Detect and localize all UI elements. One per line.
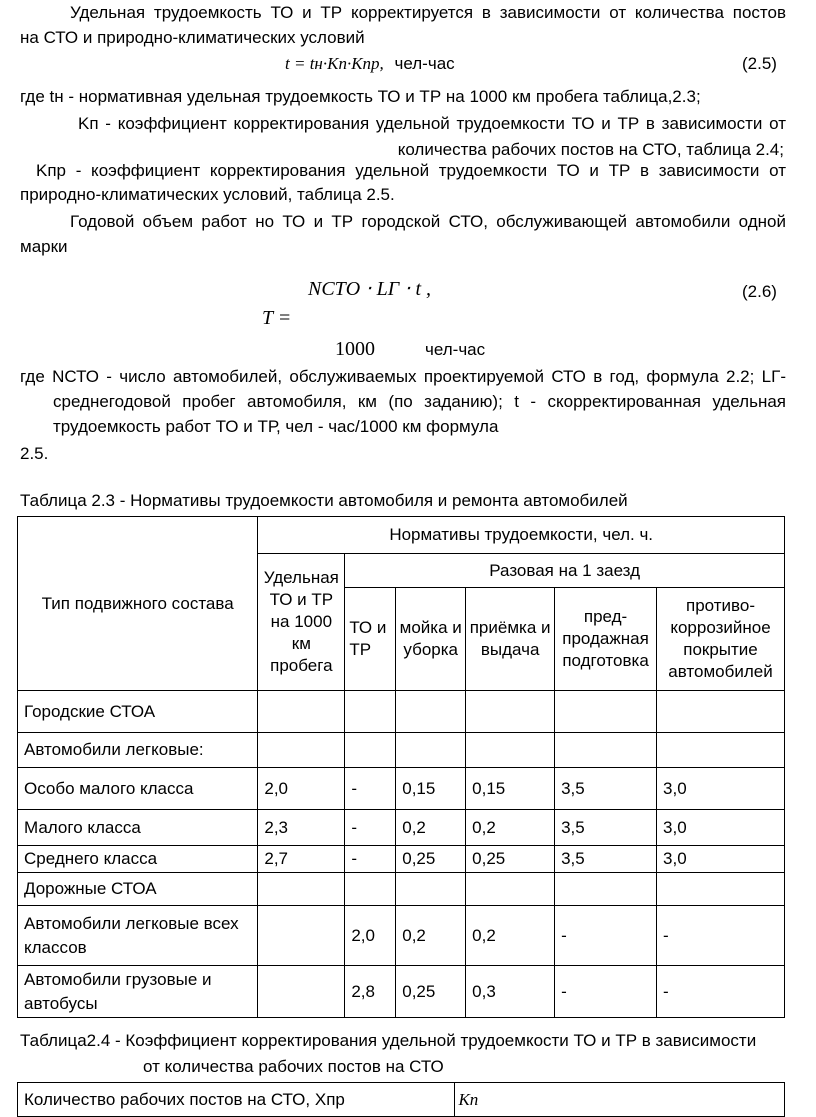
row-label: Малого класса (18, 810, 258, 846)
table-cell (345, 733, 396, 768)
header-type: Тип подвижного состава (18, 517, 258, 691)
table-row (18, 768, 785, 810)
table-cell: 3,0 (657, 846, 785, 873)
table-cell: 3,0 (657, 810, 785, 846)
table-cell: 2,8 (345, 966, 396, 1018)
table-cell (396, 691, 466, 733)
def-t: трудоемкость работ ТО и ТР, чел - час/1000 км формула (53, 417, 499, 436)
table-cell: 2,0 (345, 906, 396, 966)
formula-2-6-lhs: T = (262, 307, 292, 329)
table-cell (466, 873, 555, 906)
formula-2-5-expr: t = tн·Kп·Kпр, (285, 54, 384, 73)
table-cell: 3,5 (555, 810, 657, 846)
def-knp-2: природно-климатических условий, таблица 2.5. (20, 185, 395, 204)
table-cell (657, 873, 785, 906)
table-cell: 0,2 (396, 906, 466, 966)
table-cell (466, 691, 555, 733)
table-cell: 0,15 (466, 768, 555, 810)
table-cell: - (555, 906, 657, 966)
annual-line-1: Годовой объем работ но ТО и ТР городской СТО, обслуживающей автомобили одной (70, 212, 786, 231)
table-cell: 2,3 (258, 810, 345, 846)
table-cell (555, 873, 657, 906)
table-cell (258, 691, 345, 733)
row-label: Автомобили легковые: (18, 733, 258, 768)
table-row (18, 873, 785, 906)
table-2-3 (17, 516, 785, 1018)
row-label: Особо малого класса (18, 768, 258, 810)
table-row (18, 810, 785, 846)
table-cell (657, 733, 785, 768)
table-cell: 2,0 (258, 768, 345, 810)
table-cell: 0,15 (396, 768, 466, 810)
table-2-4 (17, 1082, 785, 1117)
table-cell (345, 691, 396, 733)
table-row (18, 906, 785, 966)
table-cell: 0,2 (396, 810, 466, 846)
table-cell: 3,0 (657, 768, 785, 810)
intro-line-2: на СТО и природно-климатических условий (20, 28, 365, 47)
table-cell (555, 733, 657, 768)
formula-2-6-denominator: 1000 (335, 338, 375, 360)
row-label: Дорожные СТОА (18, 873, 258, 906)
table-row (18, 733, 785, 768)
table-cell: - (345, 846, 396, 873)
table-2-4-caption-1: Таблица2.4 - Коэффициент корректирования удельной трудоемкости ТО и ТР в зависимости (20, 1031, 757, 1050)
table-cell (345, 873, 396, 906)
table-cell: - (555, 966, 657, 1018)
header-specific: Удельная ТО и ТР на 1000 км пробега (258, 554, 345, 691)
table-row (18, 966, 785, 1018)
table-cell: - (345, 768, 396, 810)
table-cell: 0,2 (466, 906, 555, 966)
header-anticorr: противо-коррозийное покрытие автомобилей (657, 588, 785, 691)
table-2-3-caption: Таблица 2.3 - Нормативы трудоемкости автомобиля и ремонта автомобилей (20, 491, 628, 510)
def-kn-1: Kп - коэффициент корректирования удельной трудоемкости ТО и ТР в зависимости от (78, 114, 786, 133)
table-cell: 0,2 (466, 810, 555, 846)
formula-2-6-numerator: NСТО ⋅ LГ ⋅ t , (308, 278, 432, 300)
formula-2-5 (285, 54, 455, 74)
header-norms: Нормативы трудоемкости, чел. ч. (258, 517, 785, 554)
table-cell: 0,25 (396, 966, 466, 1018)
intro-line-1: Удельная трудоемкость ТО и ТР корректируется в зависимости от количества постов (70, 3, 786, 22)
table-2-4-header-kn: Kп (455, 1083, 785, 1117)
header-single: Разовая на 1 заезд (345, 554, 785, 588)
table-cell: - (657, 966, 785, 1018)
table-cell: 2,7 (258, 846, 345, 873)
def-tn: где tн - нормативная удельная трудоемкость ТО и ТР на 1000 км пробега таблица,2.3; (20, 87, 701, 106)
header-accept: приёмка и выдача (466, 588, 555, 691)
table-cell (396, 873, 466, 906)
table-row (18, 691, 785, 733)
table-cell (258, 906, 345, 966)
row-label: Автомобили легковые всех классов (18, 906, 258, 966)
def-ncto: где NСТО - число автомобилей, обслуживаемых проектируемой СТО в год, формула 2.2; LГ- (20, 367, 786, 386)
table-cell: - (345, 810, 396, 846)
formula-2-6-unit: чел-час (425, 340, 486, 359)
table-cell (466, 733, 555, 768)
table-cell: 0,25 (466, 846, 555, 873)
header-to: ТО и ТР (345, 588, 396, 691)
table-2-4-caption-2: от количества рабочих постов на СТО (143, 1057, 444, 1076)
header-wash: мойка и уборка (396, 588, 466, 691)
row-label: Автомобили грузовые и автобусы (18, 966, 258, 1018)
table-cell: - (657, 906, 785, 966)
table-cell (396, 733, 466, 768)
def-t-ref: 2.5. (20, 444, 49, 463)
formula-2-5-number: (2.5) (742, 54, 777, 73)
annual-line-2: марки (20, 237, 68, 256)
table-cell (555, 691, 657, 733)
def-lg: среднегодовой пробег автомобиля, км (по заданию); t - скорректированная удельная (53, 392, 786, 411)
row-label: Среднего класса (18, 846, 258, 873)
table-cell (657, 691, 785, 733)
table-cell (258, 733, 345, 768)
table-cell: 0,25 (396, 846, 466, 873)
formula-2-6-number: (2.6) (742, 282, 777, 301)
table-row (18, 846, 785, 873)
def-kn-2: количества рабочих постов на СТО, таблица 2.4; (397, 140, 784, 159)
table-cell: 3,5 (555, 846, 657, 873)
formula-2-5-unit: чел-час (394, 54, 455, 73)
table-2-4-header-posts: Количество рабочих постов на СТО, Xпр (18, 1083, 455, 1117)
row-label: Городские СТОА (18, 691, 258, 733)
table-cell (258, 966, 345, 1018)
def-knp-1: Kпр - коэффициент корректирования удельной трудоемкости ТО и ТР в зависимости от (36, 161, 786, 180)
table-cell: 0,3 (466, 966, 555, 1018)
table-cell (258, 873, 345, 906)
header-presale: пред-продажная подготовка (555, 588, 657, 691)
table-cell: 3,5 (555, 768, 657, 810)
